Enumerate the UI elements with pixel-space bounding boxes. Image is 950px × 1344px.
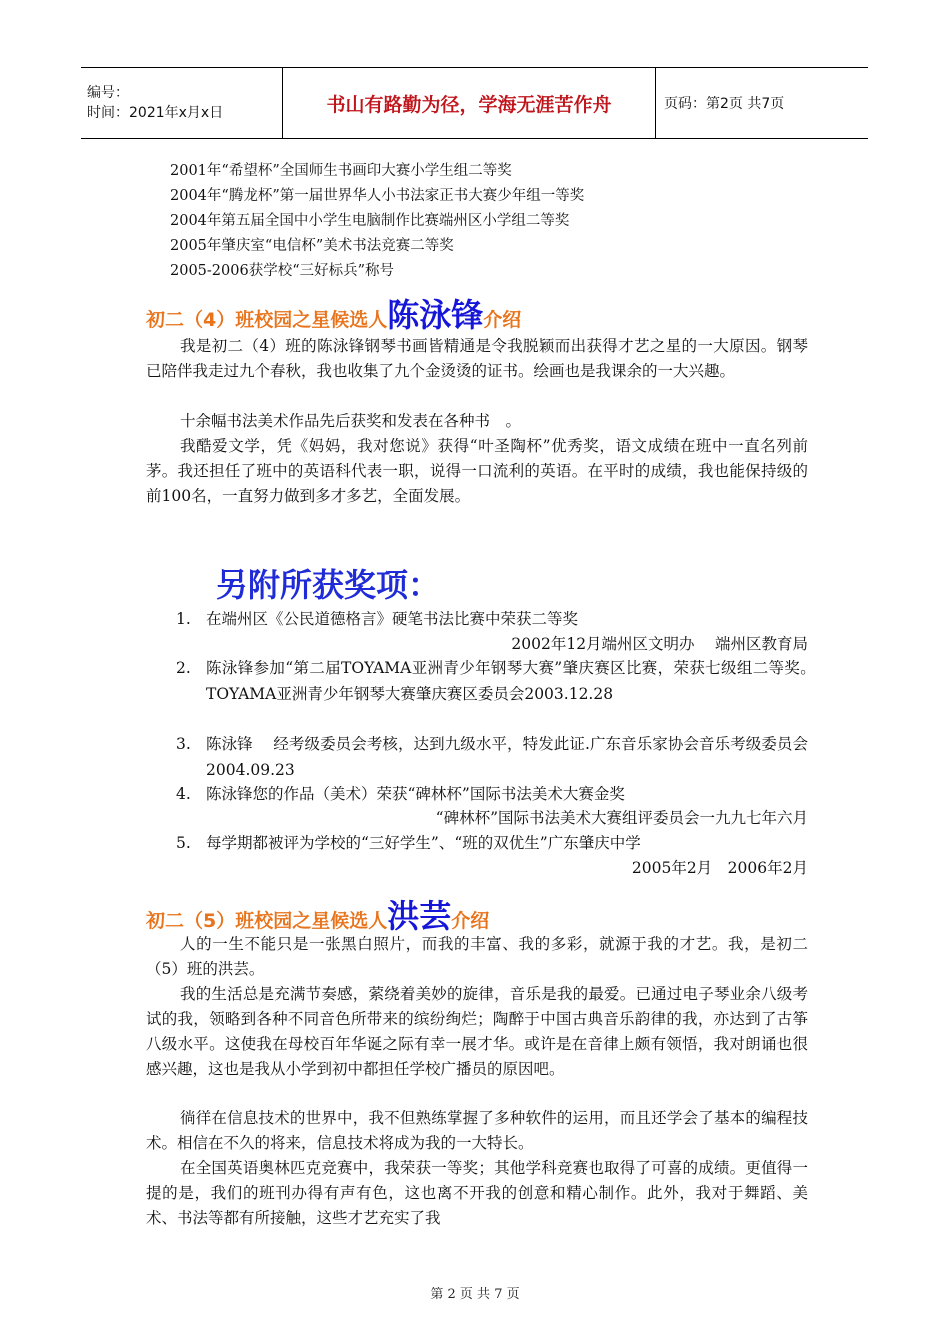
list-number: 3. (176, 735, 191, 753)
motto-text: 书山有路勤为径，学海无涯苦作舟 (326, 93, 612, 116)
award-line: 2001年“希望杯”全国师生书画印大赛小学生组二等奖 (170, 163, 512, 179)
list-item-source: “碑林杯”国际书法美术大赛组评委员会一九九七年六月 (435, 809, 808, 827)
award-line: 2005-2006获学校“三好标兵”称号 (170, 263, 395, 279)
paragraph: 我是初二（4）班的陈泳锋钢琴书画皆精通是令我脱颖而出获得才艺之星的一大原因。钢琴已陪伴我走过九个春秋，我也收集了九个金烫烫的证书。绘画也是我课余的一大兴趣。 (146, 337, 808, 380)
header-page-info (656, 68, 868, 138)
list-item-source: 2005年2月 2006年2月 (631, 859, 808, 877)
list-number: 5. (176, 834, 191, 852)
list-number: 1. (176, 610, 191, 628)
title-suffix: 介绍 (451, 910, 490, 932)
list-item-source: 2002年12月端州区文明办 端州区教育局 (511, 635, 808, 653)
award-line: 2004年“腾龙杯”第一届世界华人小书法家正书大赛少年组一等奖 (170, 188, 585, 204)
paragraph: 我酷爱文学，凭《妈妈，我对您说》获得“叶圣陶杯”优秀奖，语文成绩在班中一直名列前茅。我还担任了班中的英语科代表一职，说得一口流利的英语。在平时的成绩，我也能保持级的前100名，一直努力做到多才多艺，全面发展。 (146, 437, 808, 505)
award-line: 2004年第五届全国中小学生电脑制作比赛端州区小学组二等奖 (170, 213, 570, 229)
number-label: 编号： (87, 85, 129, 101)
header-motto (283, 68, 656, 138)
paragraph: 我的生活总是充满节奏感，萦绕着美妙的旋律，音乐是我的最爱。已通过电子琴业余八级考试的我，领略到各种不同音色所带来的缤纷绚烂；陶醉于中国古典音乐韵律的我，亦达到了古筝八级水平。这使我在母校百年华诞之际有幸一展才华。或许是在音律上颇有领悟，我对朗诵也很感兴趣，这也是我从小学到初中都担任学校广播员的原因吧。 (146, 985, 808, 1078)
section-title-hong (146, 891, 489, 937)
title-suffix: 介绍 (483, 309, 522, 331)
title-prefix: 初二（5）班校园之星候选人 (146, 910, 388, 932)
paragraph: 在全国英语奥林匹克竞赛中，我荣获一等奖；其他学科竞赛也取得了可喜的成绩。更值得一提的是，我们的班刊办得有声有色，这也离不开我的创意和精心制作。此外，我对于舞蹈、美术、书法等都有所接触，这些才艺充实了我 (146, 1159, 808, 1227)
page-footer: 第 2 页 共 7 页 (430, 1287, 520, 1302)
candidate-name: 陈泳锋 (387, 296, 484, 334)
list-item (176, 607, 808, 633)
document-header (81, 67, 868, 139)
list-text: 陈泳锋参加“第二届TOYAMA亚洲青少年钢琴大赛”肇庆赛区比赛，荣获七级组二等奖。 TOYAMA亚洲青少年钢琴大赛肇庆赛区委员会2003.12.28 (206, 659, 824, 703)
paragraph: 徜徉在信息技术的世界中，我不但熟练掌握了多种软件的运用，而且还学会了基本的编程技术。相信在不久的将来，信息技术将成为我的一大特长。 (146, 1109, 808, 1152)
list-number: 2. (176, 659, 191, 677)
list-text: 在端州区《公民道德格言》硬笔书法比赛中荣获二等奖 (206, 610, 579, 628)
time-label: 时间：2021年x月x日 (87, 105, 224, 121)
list-item (176, 831, 808, 857)
section-title-chen (146, 290, 521, 336)
title-prefix: 初二（4）班校园之星候选人 (146, 309, 388, 331)
list-number: 4. (176, 785, 191, 803)
paragraph: 十余幅书法美术作品先后获奖和发表在各种书 。 (180, 412, 522, 430)
paragraph: 人的一生不能只是一张黑白照片，而我的丰富、我的多彩，就源于我的才艺。我，是初二（5）班的洪芸。 (146, 935, 808, 978)
list-item (176, 782, 808, 808)
list-item (176, 656, 824, 707)
award-line: 2005年肇庆室“电信杯”美术书法竞赛二等奖 (170, 238, 454, 254)
list-text: 每学期都被评为学校的“三好学生”、“班的双优生”广东肇庆中学 (206, 834, 641, 852)
candidate-name: 洪芸 (387, 897, 452, 935)
list-item (176, 732, 808, 783)
header-meta (81, 68, 283, 138)
list-text: 陈泳锋 经考级委员会考核，达到九级水平，特发此证.广东音乐家协会音乐考级委员会2004.09.23 (206, 735, 808, 779)
attached-awards-heading: 另附所获奖项： (216, 566, 441, 604)
list-text: 陈泳锋您的作品（美术）荣获“碑林杯”国际书法美术大赛金奖 (206, 785, 625, 803)
page-info-text: 页码：第2页 共7页 (664, 96, 785, 112)
